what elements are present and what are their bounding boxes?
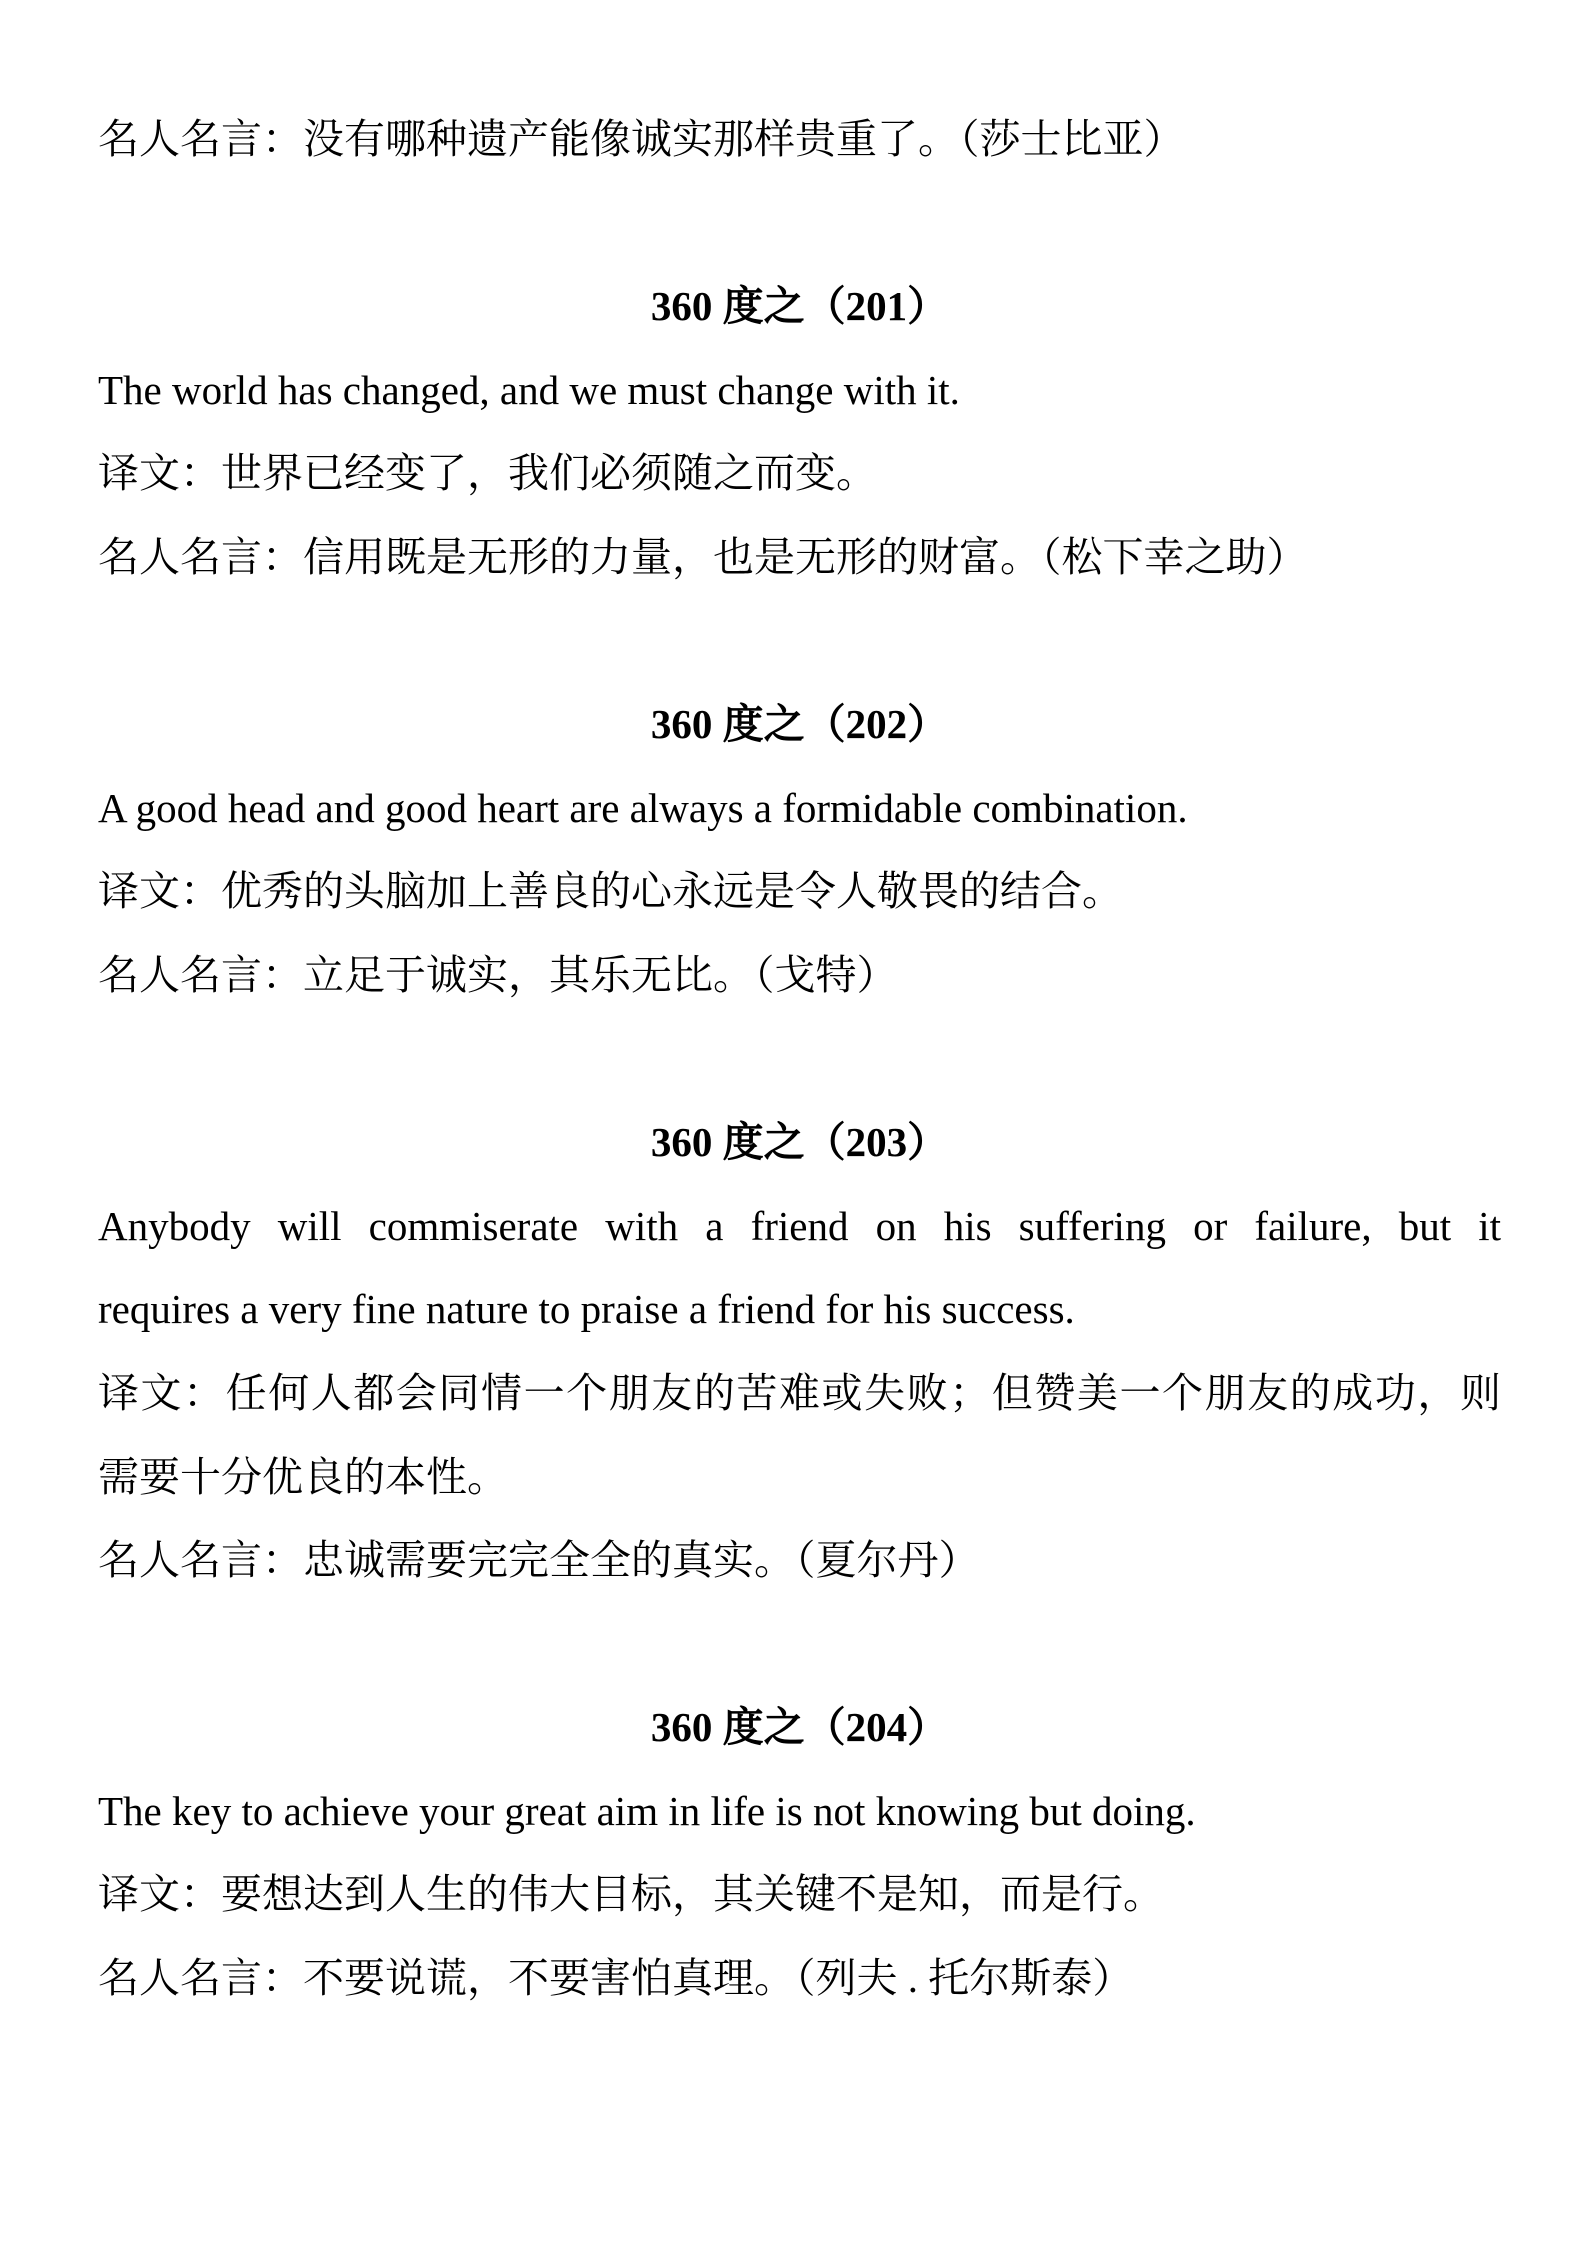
section-heading: 360 度之（204） (650, 1704, 949, 1751)
english-line: The key to achieve your great aim in life is not knowing but doing. (98, 1787, 1196, 1834)
section-201 (98, 265, 1501, 599)
section-202 (98, 683, 1501, 1017)
quote-line: 名人名言：立足于诚实，其乐无比。（戈特） (98, 951, 898, 998)
intro-quote-line: 名人名言：没有哪种遗产能像诚实那样贵重了。（莎士比亚） (98, 116, 1185, 162)
translation-line: 译文：世界已经变了，我们必须随之而变。 (98, 450, 877, 497)
translation-line: 译文：要想达到人生的伟大目标，其关键不是知，而是行。 (98, 1871, 1164, 1918)
section-heading: 360 度之（203） (650, 1119, 949, 1166)
section-203 (98, 1101, 1501, 1603)
translation-line: 译文：优秀的头脑加上善良的心永远是令人敬畏的结合。 (98, 868, 1123, 915)
translation-line: 需要十分优良的本性。 (98, 1453, 508, 1500)
section-heading: 360 度之（202） (650, 701, 949, 748)
english-line: The world has changed, and we must change with it. (98, 366, 960, 413)
section-heading: 360 度之（201） (650, 283, 949, 330)
section-204 (98, 1686, 1501, 2020)
english-line: A good head and good heart are always a formidable combination. (98, 784, 1188, 831)
quote-line: 名人名言：信用既是无形的力量，也是无形的财富。（松下幸之助） (98, 533, 1308, 580)
quote-line: 名人名言：忠诚需要完完全全的真实。（夏尔丹） (98, 1537, 980, 1584)
english-line: Anybody will commiserate with a friend on his suffering or failure, but it (98, 1202, 1501, 1249)
english-line: requires a very fine nature to praise a friend for his success. (98, 1286, 1075, 1333)
quote-line: 名人名言：不要说谎，不要害怕真理。（列夫 . 托尔斯泰） (98, 1955, 1134, 2002)
translation-line: 译文：任何人都会同情一个朋友的苦难或失败；但赞美一个朋友的成功，则 (98, 1369, 1501, 1416)
